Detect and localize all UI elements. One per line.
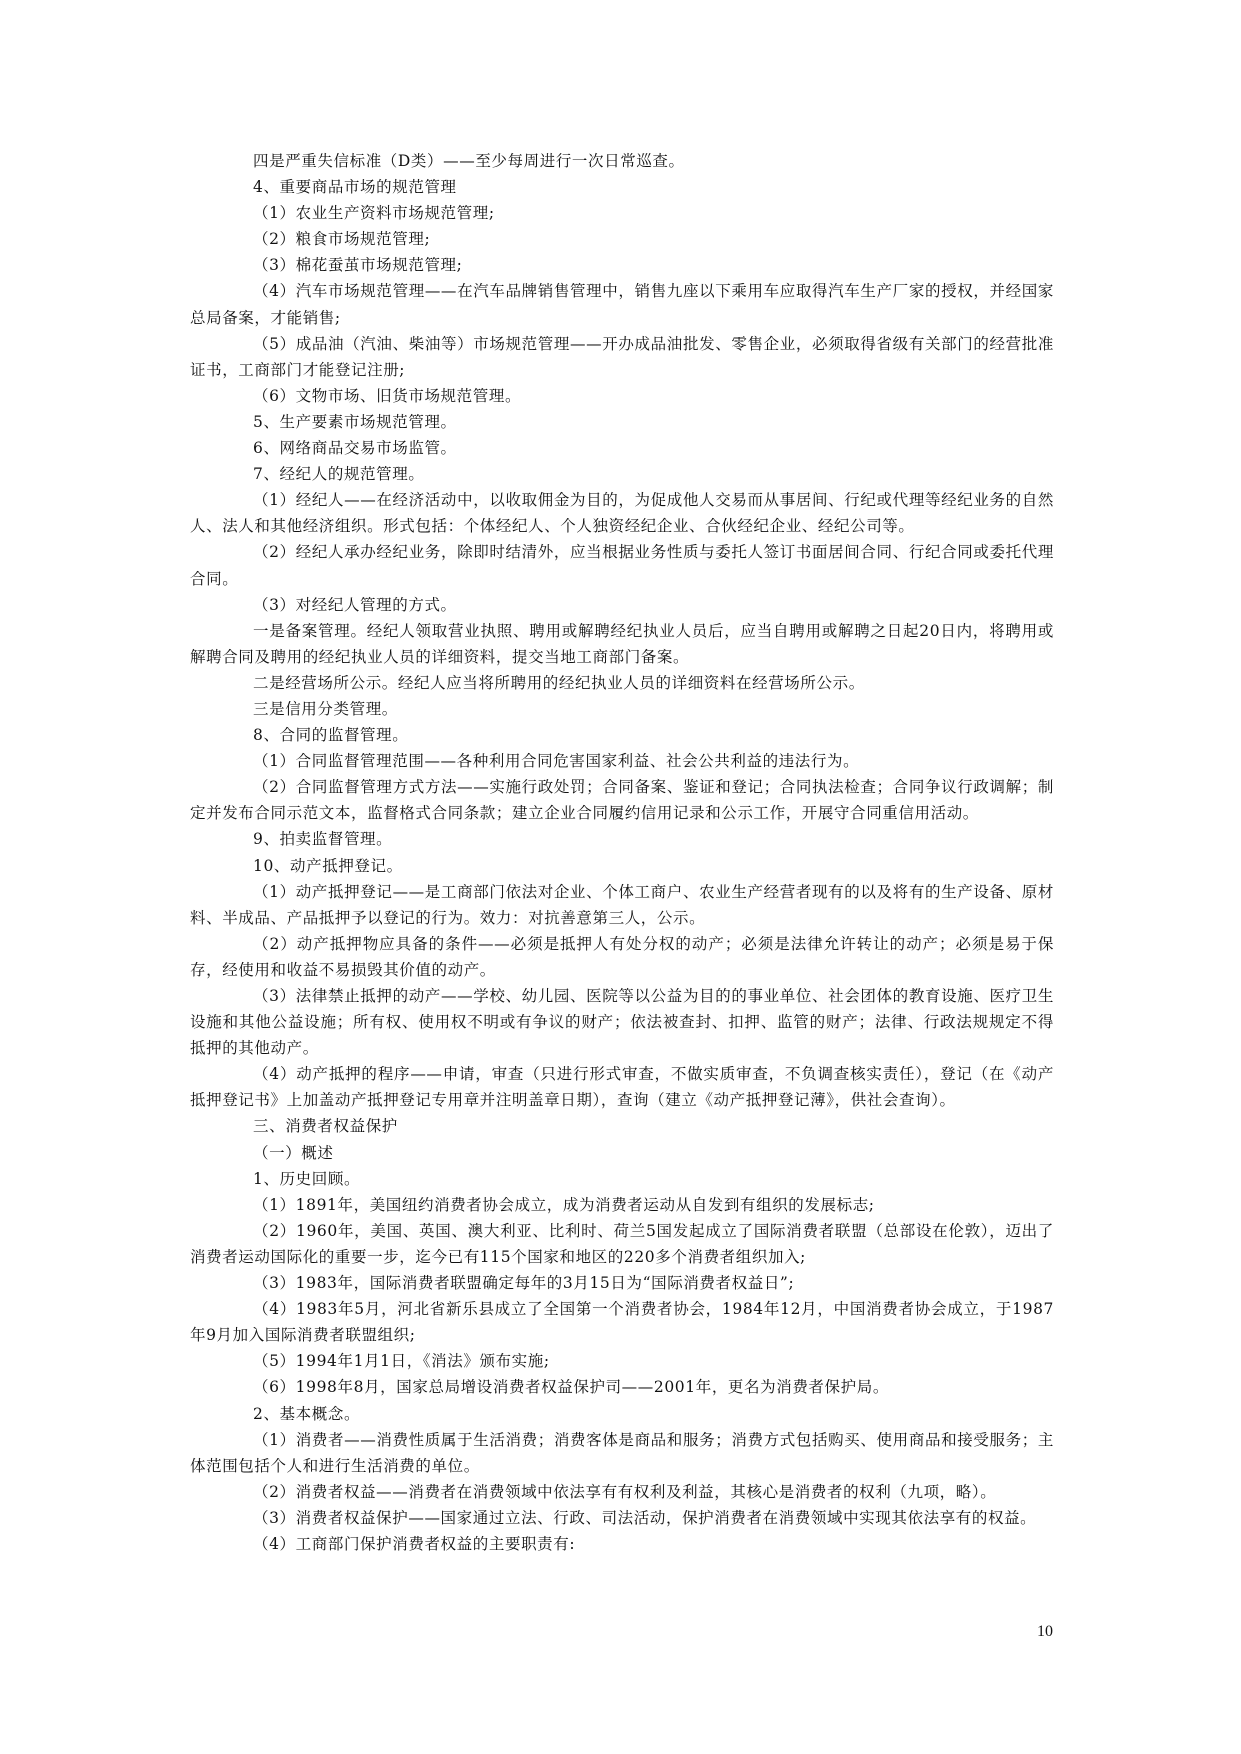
paragraph: （3）1983年，国际消费者联盟确定每年的3月15日为“国际消费者权益日”; xyxy=(253,1274,795,1293)
paragraph: 一是备案管理。经纪人领取营业执照、聘用或解聘经纪执业人员后，应当自聘用或解聘之日起20日内，将聘用或解聘合同及聘用的经纪执业人员的详细资料，提交当地工商部门备案。 xyxy=(190,621,1054,666)
paragraph: （3）对经纪人管理的方式。 xyxy=(253,595,457,614)
paragraph: （4）工商部门保护消费者权益的主要职责有: xyxy=(253,1534,576,1553)
paragraph: 二是经营场所公示。经纪人应当将所聘用的经纪执业人员的详细资料在经营场所公示。 xyxy=(253,673,865,692)
paragraph: （2）1960年，美国、英国、澳大利亚、比利时、荷兰5国发起成立了国际消费者联盟（总部设在伦敦），迈出了消费者运动国际化的重要一步，迄今已有115个国家和地区的220多个消费者组织加入; xyxy=(190,1221,1054,1266)
paragraph: （1）1891年，美国纽约消费者协会成立，成为消费者运动从自发到有组织的发展标志; xyxy=(253,1195,875,1214)
paragraph: 9、拍卖监督管理。 xyxy=(253,830,393,849)
paragraph: （4）汽车市场规范管理——在汽车品牌销售管理中，销售九座以下乘用车应取得汽车生产厂家的授权，并经国家总局备案，才能销售; xyxy=(190,282,1054,327)
paragraph: （5）成品油（汽油、柴油等）市场规范管理——开办成品油批发、零售企业，必须取得省级有关部门的经营批准证书，工商部门才能登记注册; xyxy=(190,334,1054,379)
paragraph: （3）消费者权益保护——国家通过立法、行政、司法活动，保护消费者在消费领域中实现其依法享有的权益。 xyxy=(253,1508,1037,1527)
paragraph: （2）消费者权益——消费者在消费领域中依法享有有权利及利益，其核心是消费者的权利（九项，略）。 xyxy=(253,1482,997,1501)
paragraph: （4）动产抵押的程序——申请，审查（只进行形式审查，不做实质审查，不负调查核实责任），登记（在《动产抵押登记书》上加盖动产抵押登记专用章并注明盖章日期），查询（建立《动产抵押登记薄》，供社会查询）。 xyxy=(190,1065,1054,1110)
paragraph: （6）1998年8月，国家总局增设消费者权益保护司——2001年，更名为消费者保护局。 xyxy=(253,1378,889,1397)
paragraph: （2）动产抵押物应具备的条件——必须是抵押人有处分权的动产；必须是法律允许转让的动产；必须是易于保存，经使用和收益不易损毁其价值的动产。 xyxy=(190,934,1054,979)
paragraph: （3）法律禁止抵押的动产——学校、幼儿园、医院等以公益为目的的事业单位、社会团体的教育设施、医疗卫生设施和其他公益设施；所有权、使用权不明或有争议的财产；依法被查封、扣押、监管的财产；法律、行政法规规定不得抵押的其他动产。 xyxy=(190,987,1054,1058)
paragraph: （3）棉花蚕茧市场规范管理; xyxy=(253,256,463,275)
paragraph: 6、网络商品交易市场监管。 xyxy=(253,439,457,458)
paragraph: （2）经纪人承办经纪业务，除即时结清外，应当根据业务性质与委托人签订书面居间合同、行纪合同或委托代理合同。 xyxy=(190,543,1054,588)
page-number: 10 xyxy=(1037,1623,1053,1640)
paragraph: （一）概述 xyxy=(253,1143,334,1162)
paragraph: 7、经纪人的规范管理。 xyxy=(253,465,425,484)
paragraph: 10、动产抵押登记。 xyxy=(253,856,403,875)
paragraph: 三是信用分类管理。 xyxy=(253,699,398,718)
body-text xyxy=(190,148,1054,1557)
paragraph: （1）消费者——消费性质属于生活消费；消费客体是商品和服务；消费方式包括购买、使用商品和接受服务；主体范围包括个人和进行生活消费的单位。 xyxy=(190,1430,1054,1475)
paragraph: （2）合同监督管理方式方法——实施行政处罚；合同备案、鉴证和登记；合同执法检查；合同争议行政调解；制定并发布合同示范文本，监督格式合同条款；建立企业合同履约信用记录和公示工作，开展守合同重信用活动。 xyxy=(190,778,1054,823)
paragraph: （1）农业生产资料市场规范管理; xyxy=(253,204,495,223)
paragraph: （5）1994年1月1日，《消法》颁布实施; xyxy=(253,1352,550,1371)
paragraph: （2）粮食市场规范管理; xyxy=(253,230,431,249)
paragraph: 三、消费者权益保护 xyxy=(253,1117,398,1136)
paragraph: 2、基本概念。 xyxy=(253,1404,361,1423)
paragraph: 8、合同的监督管理。 xyxy=(253,726,409,745)
paragraph: （4）1983年5月，河北省新乐县成立了全国第一个消费者协会，1984年12月，中国消费者协会成立，于1987年9月加入国际消费者联盟组织; xyxy=(190,1300,1054,1345)
paragraph: 4、重要商品市场的规范管理 xyxy=(253,178,457,197)
paragraph: 四是严重失信标准（D类）——至少每周进行一次日常巡查。 xyxy=(253,152,685,170)
paragraph: 1、历史回顾。 xyxy=(253,1169,361,1188)
paragraph: （1）动产抵押登记——是工商部门依法对企业、个体工商户、农业生产经营者现有的以及将有的生产设备、原材料、半成品、产品抵押予以登记的行为。效力：对抗善意第三人，公示。 xyxy=(190,882,1054,927)
paragraph: （6）文物市场、旧货市场规范管理。 xyxy=(253,386,522,405)
paragraph: 5、生产要素市场规范管理。 xyxy=(253,412,457,431)
paragraph: （1）合同监督管理范围——各种利用合同危害国家利益、社会公共利益的违法行为。 xyxy=(253,752,860,771)
paragraph: （1）经纪人——在经济活动中，以收取佣金为目的，为促成他人交易而从事居间、行纪或代理等经纪业务的自然人、法人和其他经济组织。形式包括：个体经纪人、个人独资经纪企业、合伙经纪企业、经纪公司等。 xyxy=(190,491,1054,536)
